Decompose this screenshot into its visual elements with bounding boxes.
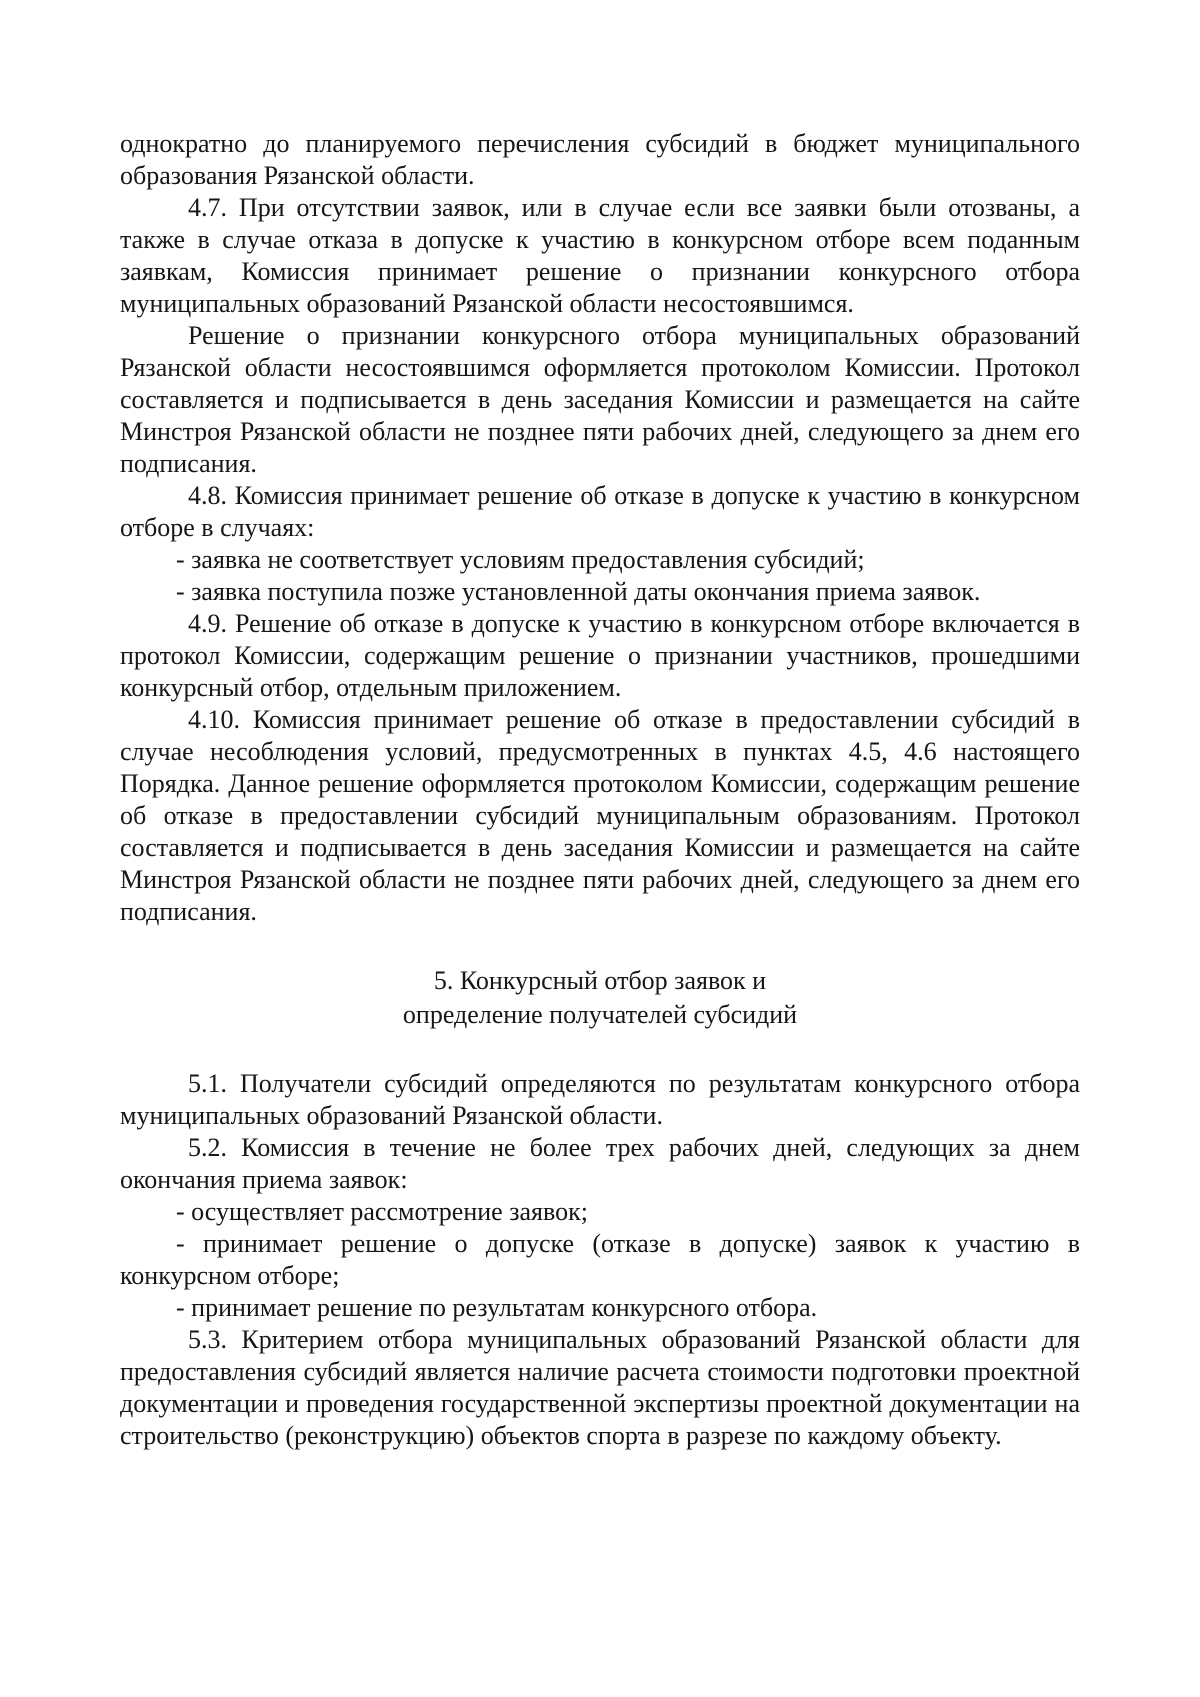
paragraph-5-1: 5.1. Получатели субсидий определяются по результатам конкурсного отбора муниципальных образований Рязанской области. xyxy=(120,1069,1080,1130)
list-item-4-8-1: - заявка не соответствует условиям предоставления субсидий; xyxy=(176,545,865,574)
list-item-5-2-1: - осуществляет рассмотрение заявок; xyxy=(176,1197,588,1226)
paragraph-continuation: однократно до планируемого перечисления субсидий в бюджет муниципального образования Рязанской области. xyxy=(120,129,1080,190)
paragraph-4-7-decision: Решение о признании конкурсного отбора муниципальных образований Рязанской области несостоявшимся оформляется протоколом Комиссии. Протокол составляется и подписывается в день заседания Комиссии и размещается на сайте Минстроя Рязанской области не позднее пяти рабочих дней, следующего за днем его подписания. xyxy=(120,321,1080,478)
paragraph-4-9: 4.9. Решение об отказе в допуске к участию в конкурсном отборе включается в протокол Комиссии, содержащим решение о признании участников, прошедшими конкурсный отбор, отдельным приложением. xyxy=(120,609,1080,702)
section-5-heading xyxy=(120,964,1080,1032)
list-item-4-8-2: - заявка поступила позже установленной даты окончания приема заявок. xyxy=(176,577,981,606)
paragraph-5-2: 5.2. Комиссия в течение не более трех рабочих дней, следующих за днем окончания приема заявок: xyxy=(120,1133,1080,1194)
paragraph-4-10: 4.10. Комиссия принимает решение об отказе в предоставлении субсидий в случае несоблюдения условий, предусмотренных в пунктах 4.5, 4.6 настоящего Порядка. Данное решение оформляется протоколом Комиссии, содержащим решение об отказе в предоставлении субсидий муниципальным образованиям. Протокол составляется и подписывается в день заседания Комиссии и размещается на сайте Минстроя Рязанской области не позднее пяти рабочих дней, следующего за днем его подписания. xyxy=(120,705,1080,926)
list-item-5-2-3: - принимает решение по результатам конкурсного отбора. xyxy=(176,1293,818,1322)
document-page xyxy=(120,128,1080,1452)
paragraph-4-8: 4.8. Комиссия принимает решение об отказе в допуске к участию в конкурсном отборе в случаях: xyxy=(120,481,1080,542)
section-heading-line-2: определение получателей субсидий xyxy=(402,1000,798,1029)
section-heading-line-1: 5. Конкурсный отбор заявок и xyxy=(433,966,767,995)
list-item-5-2-2: - принимает решение о допуске (отказе в допуске) заявок к участию в конкурсном отборе; xyxy=(120,1229,1080,1290)
paragraph-5-3: 5.3. Критерием отбора муниципальных образований Рязанской области для предоставления субсидий является наличие расчета стоимости подготовки проектной документации и проведения государственной экспертизы проектной документации на строительство (реконструкцию) объектов спорта в разрезе по каждому объекту. xyxy=(120,1325,1080,1450)
paragraph-4-7: 4.7. При отсутствии заявок, или в случае если все заявки были отозваны, а также в случае отказа в допуске к участию в конкурсном отборе всем поданным заявкам, Комиссия принимает решение о признании конкурсного отбора муниципальных образований Рязанской области несостоявшимся. xyxy=(120,193,1080,318)
